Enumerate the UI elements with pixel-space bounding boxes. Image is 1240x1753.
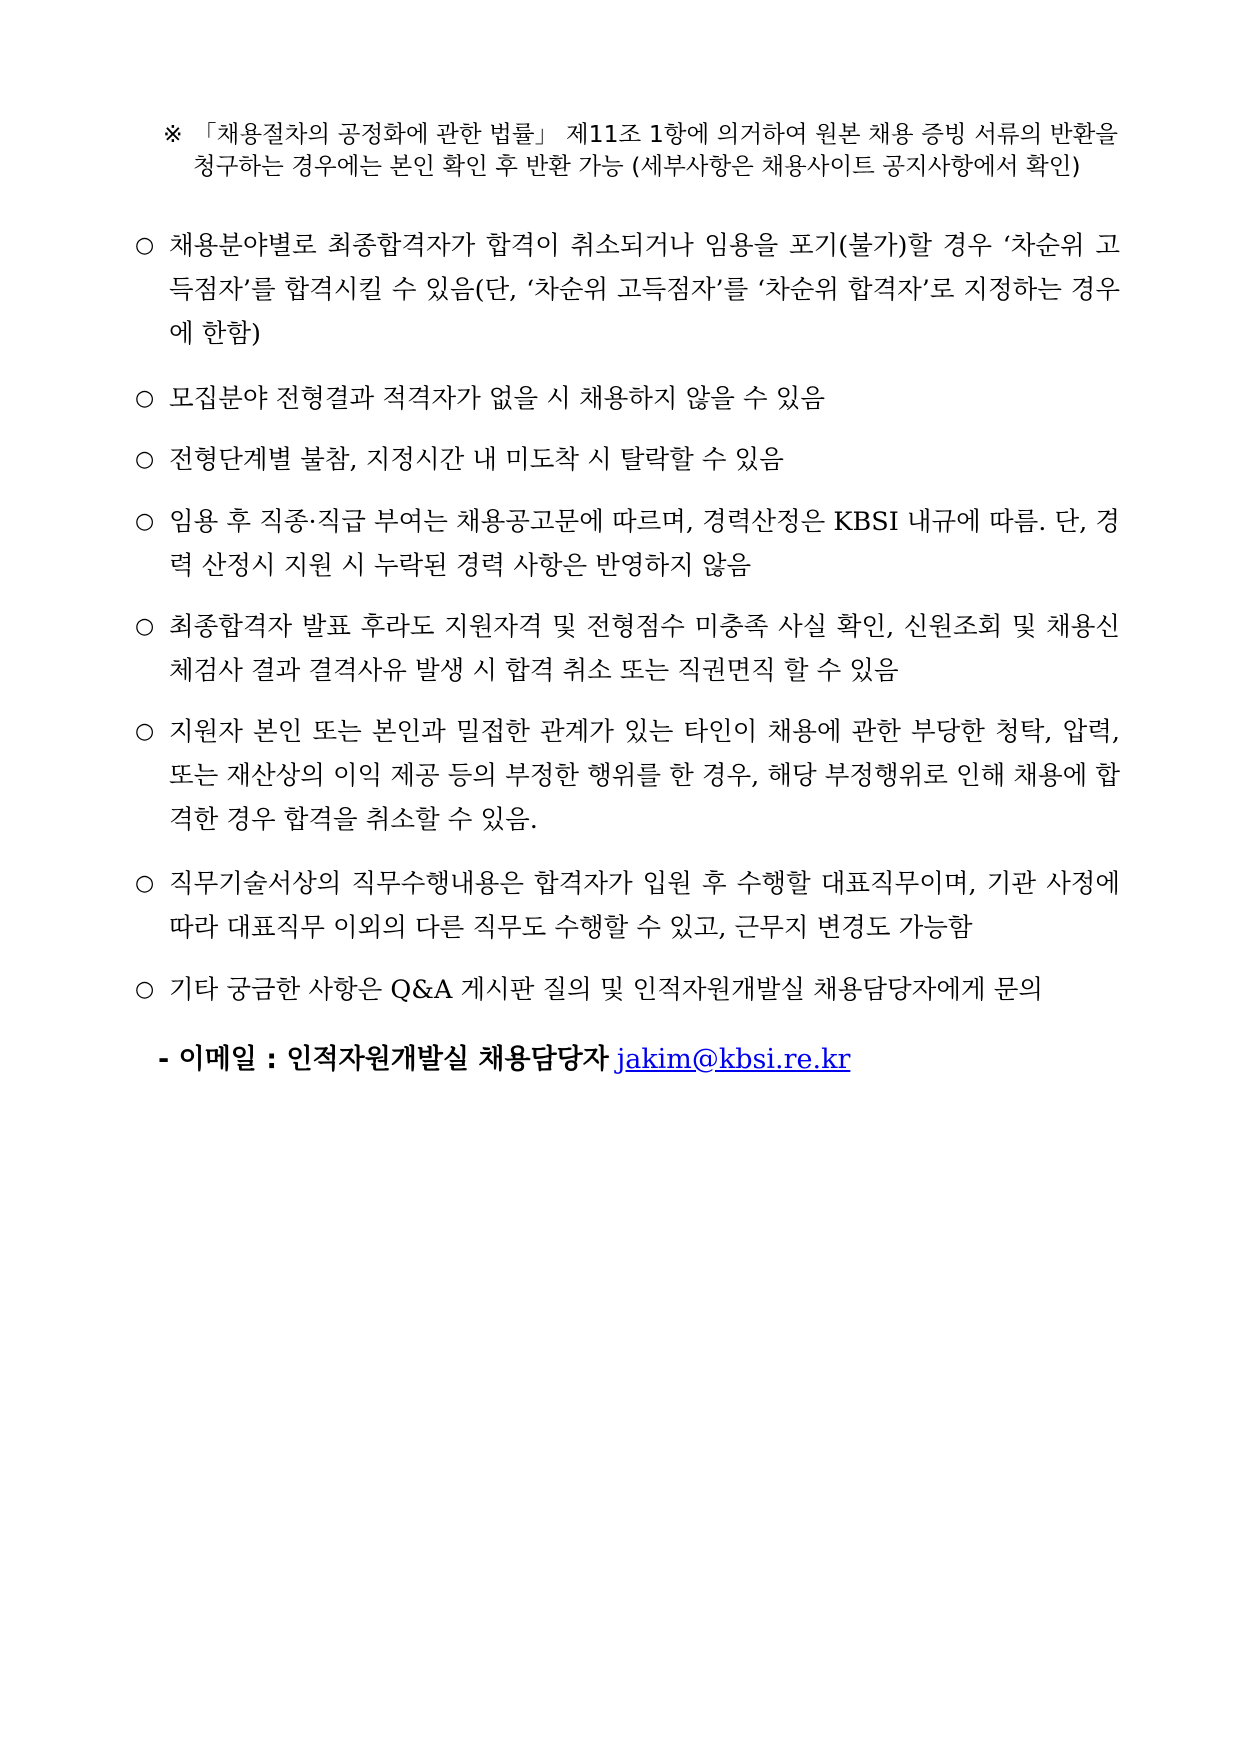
bullet-icon: ○ <box>135 447 155 472</box>
bullet-icon: ○ <box>135 719 155 744</box>
list-item <box>135 605 1120 693</box>
bullet-icon: ○ <box>135 871 155 896</box>
list-item-text: 기타 궁금한 사항은 Q&A 게시판 질의 및 인적자원개발실 채용담당자에게 문의 <box>169 975 1043 1005</box>
bullet-icon: ○ <box>135 509 155 534</box>
list-item-text: 지원자 본인 또는 본인과 밀접한 관계가 있는 타인이 채용에 관한 부당한 청탁, 압력, 또는 재산상의 이익 제공 등의 부정한 행위를 한 경우, 해당 부정행위로 인해 채용에 합격한 경우 합격을 취소할 수 있음. <box>169 717 1121 835</box>
list-item <box>135 862 1120 950</box>
list-item <box>135 438 1120 482</box>
list-item <box>135 500 1120 588</box>
list-item-text: 채용분야별로 최종합격자가 합격이 취소되거나 임용을 포기(불가)할 경우 ‘차순위 고득점자’를 합격시킬 수 있음(단, ‘차순위 고득점자’를 ‘차순위 합격자’로 지정하는 경우에 한함) <box>169 231 1120 349</box>
list-item-text: 직무기술서상의 직무수행내용은 합격자가 입원 후 수행할 대표직무이며, 기관 사정에 따라 대표직무 이외의 다른 직무도 수행할 수 있고, 근무지 변경도 가능함 <box>169 869 1120 943</box>
contact-line <box>158 1040 850 1080</box>
email-link[interactable]: jakim@kbsi.re.kr <box>616 1044 851 1075</box>
list-item <box>135 224 1120 356</box>
reference-mark: ※ <box>163 120 183 148</box>
list-item <box>135 968 1120 1012</box>
list-item-text: 최종합격자 발표 후라도 지원자격 및 전형점수 미충족 사실 확인, 신원조회 및 채용신체검사 결과 결격사유 발생 시 합격 취소 또는 직권면직 할 수 있음 <box>169 612 1120 686</box>
bullet-icon: ○ <box>135 233 155 258</box>
notice-note <box>163 118 1118 182</box>
list-item-text: 전형단계별 불참, 지정시간 내 미도착 시 탈락할 수 있음 <box>169 445 784 475</box>
list-item <box>135 377 1120 421</box>
list-item <box>135 710 1120 842</box>
bullet-icon: ○ <box>135 386 155 411</box>
bullet-icon: ○ <box>135 614 155 639</box>
list-item-text: 임용 후 직종·직급 부여는 채용공고문에 따르며, 경력산정은 KBSI 내규에 따름. 단, 경력 산정시 지원 시 누락된 경력 사항은 반영하지 않음 <box>169 507 1120 581</box>
bullet-icon: ○ <box>135 977 155 1002</box>
list-item-text: 모집분야 전형결과 적격자가 없을 시 채용하지 않을 수 있음 <box>169 384 826 414</box>
note-text: 「채용절차의 공정화에 관한 법률」 제11조 1항에 의거하여 원본 채용 증빙 서류의 반환을 청구하는 경우에는 본인 확인 후 반환 가능 (세부사항은 채용사이트 공지사항에서 확인) <box>193 120 1118 180</box>
contact-label: - 이메일 : 인적자원개발실 채용담당자 <box>158 1044 609 1075</box>
